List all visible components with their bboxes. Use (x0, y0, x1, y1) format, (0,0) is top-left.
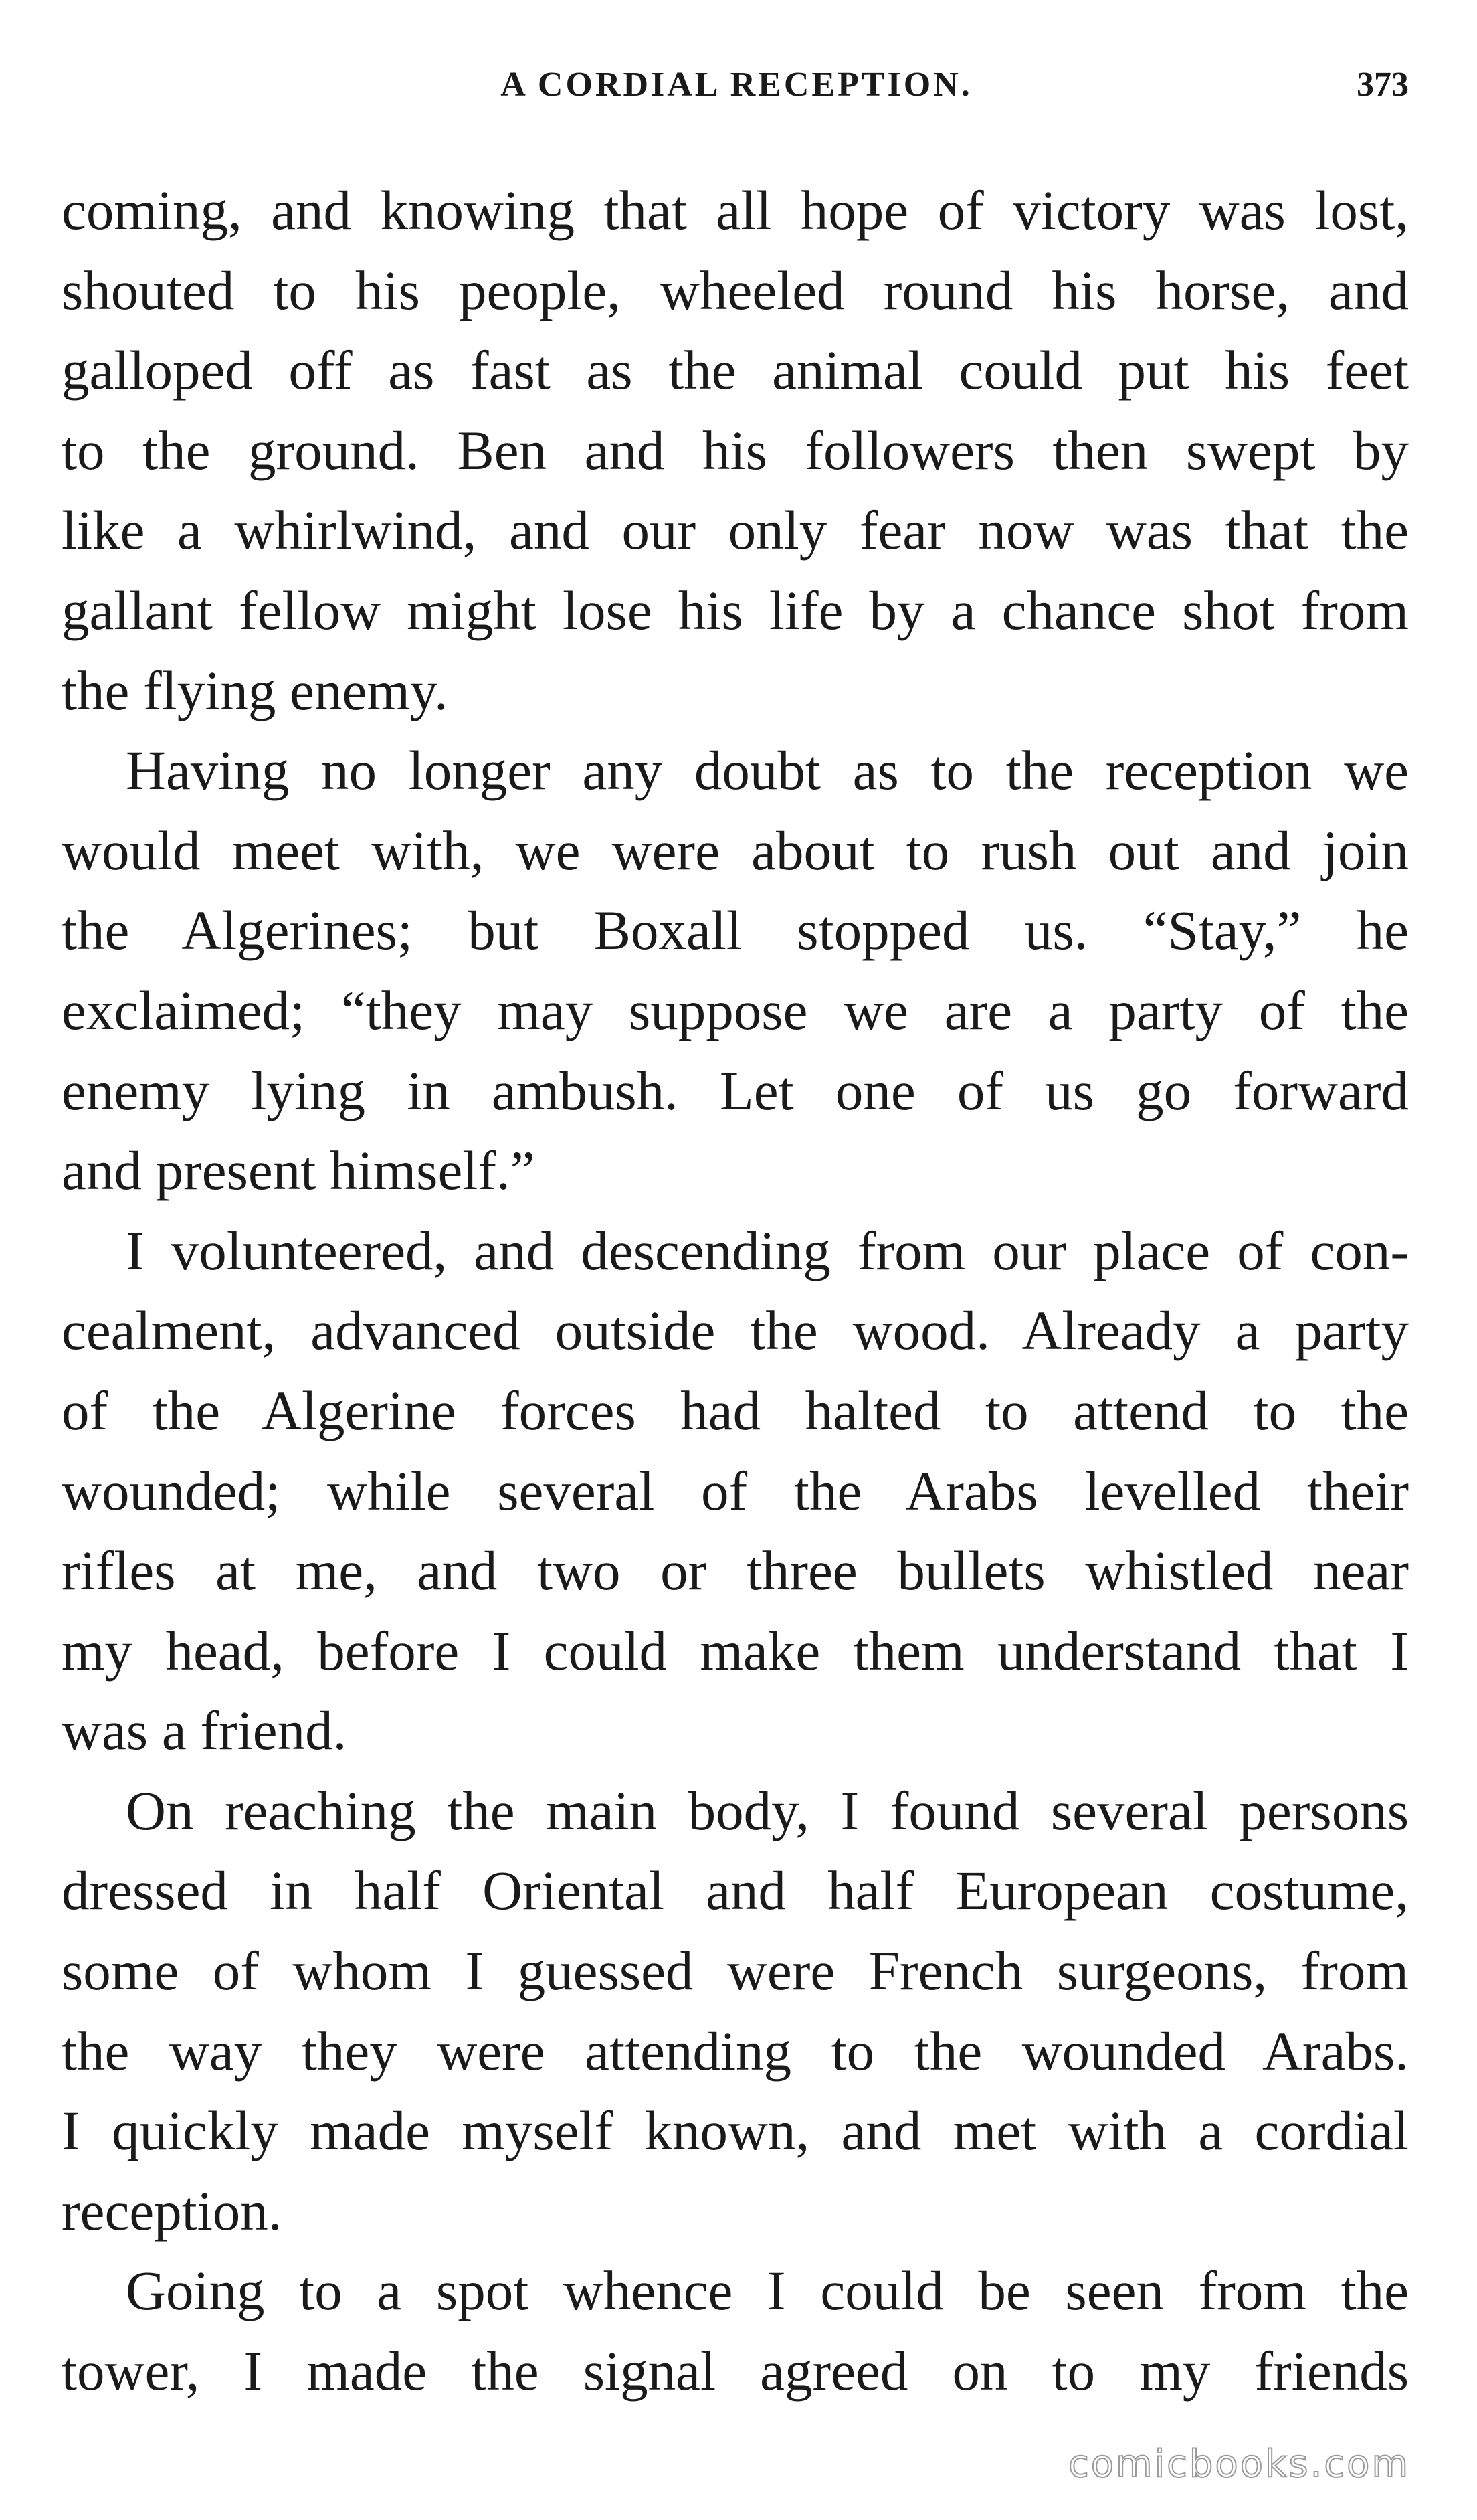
text-line: Having no longer any doubt as to the reception we (126, 739, 1409, 802)
text-line: gallant fellow might lose his life by a chance shot from (62, 579, 1409, 641)
text-line: Going to a spot whence I could be seen from the (126, 2260, 1409, 2322)
text-line: and present himself.” (62, 1140, 535, 1202)
text-line: the flying enemy. (62, 659, 448, 721)
text-line: enemy lying in ambush. Let one of us go forward (62, 1059, 1409, 1121)
text-line: On reaching the main body, I found several persons (126, 1779, 1409, 1841)
page-number: 373 (1357, 66, 1409, 104)
body-text (62, 171, 1409, 2412)
text-line: was a friend. (62, 1700, 347, 1762)
text-line: cealment, advanced outside the wood. Already a party (62, 1299, 1409, 1362)
text-line: the Algerines; but Boxall stopped us. “Stay,” he (62, 899, 1409, 962)
running-head (64, 62, 1409, 108)
text-line: I quickly made myself known, and met with a cordial (62, 2100, 1409, 2162)
text-line: reception. (62, 2179, 282, 2242)
text-line: tower, I made the signal agreed on to my friends (62, 2340, 1409, 2402)
text-line: shouted to his people, wheeled round his horse, and (62, 259, 1409, 321)
text-line: I volunteered, and descending from our place of con- (126, 1219, 1409, 1281)
text-line: coming, and knowing that all hope of victory was lost, (62, 179, 1409, 241)
text-line: rifles at me, and two or three bullets whistled near (62, 1540, 1409, 1602)
running-title: A CORDIAL RECEPTION. (500, 66, 973, 104)
text-line: the way they were attending to the wounded Arabs. (62, 2019, 1409, 2082)
text-line: dressed in half Oriental and half European costume, (62, 1860, 1409, 1922)
watermark-logo: comicbooks.com (1068, 2442, 1410, 2486)
text-line: would meet with, we were about to rush out and join (62, 819, 1409, 881)
text-line: of the Algerine forces had halted to attend to the (62, 1379, 1409, 1441)
text-line: exclaimed; “they may suppose we are a party of the (62, 979, 1409, 1041)
text-line: like a whirlwind, and our only fear now was that the (62, 499, 1409, 561)
text-line: my head, before I could make them understand that I (62, 1619, 1409, 1682)
text-line: galloped off as fast as the animal could put his feet (62, 339, 1409, 401)
text-line: wounded; while several of the Arabs levelled their (62, 1459, 1409, 1522)
text-line: to the ground. Ben and his followers then swept by (62, 419, 1409, 481)
text-line: some of whom I guessed were French surgeons, from (62, 1940, 1409, 2002)
